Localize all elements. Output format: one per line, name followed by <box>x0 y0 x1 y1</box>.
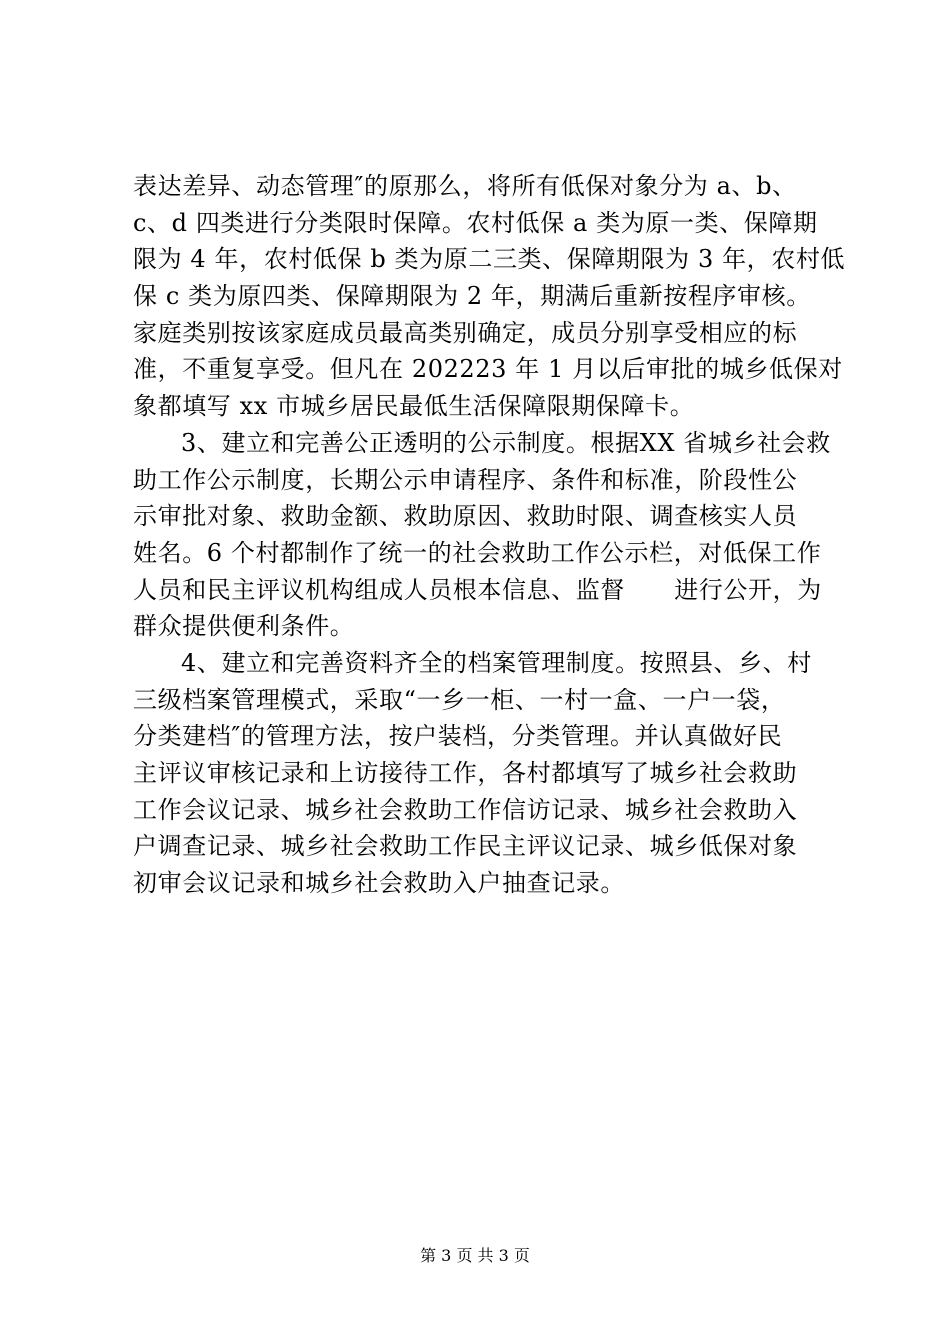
text-line: 工作会议记录、城乡社会救助工作信访记录、城乡社会救助入 <box>133 795 798 824</box>
text-line: 家庭类别按该家庭成员最高类别确定，成员分别享受相应的标 <box>133 318 798 347</box>
paragraph-4-start: 4、建立和完善资料齐全的档案管理制度。按照县、乡、村 <box>181 648 812 677</box>
text-line: 户调查记录、城乡社会救助工作民主评议记录、城乡低保对象 <box>133 832 798 861</box>
text-line: 群众提供便利条件。 <box>133 612 355 641</box>
text-line: 示审批对象、救助金额、救助原因、救助时限、调查核实人员 <box>133 502 798 531</box>
text-line: 助工作公示制度，长期公示申请程序、条件和标准，阶段性公 <box>133 465 798 494</box>
text-line: c、d 四类进行分类限时保障。农村低保 a 类为原一类、保障期 <box>133 208 818 237</box>
text-line: 分类建档″的管理方法，按户装档，分类管理。并认真做好民 <box>133 722 783 751</box>
text-line: 准，不重复享受。但凡在 202223 年 1 月以后审批的城乡低保对 <box>133 355 843 384</box>
text-line: 限为 4 年，农村低保 b 类为原二三类、保障期限为 3 年，农村低 <box>133 245 846 274</box>
page-number-footer: 第 3 页 共 3 页 <box>420 1246 530 1265</box>
body-text <box>133 168 846 902</box>
text-line: 主评议审核记录和上访接待工作，各村都填写了城乡社会救助 <box>133 759 798 787</box>
text-line: 姓名。6 个村都制作了统一的社会救助工作公示栏，对低保工作 <box>133 538 822 567</box>
text-line: 人员和民主评议机构组成人员根本信息、监督 进行公开，为 <box>133 575 822 604</box>
paragraph-3-start: 3、建立和完善公正透明的公示制度。根据XX 省城乡社会救 <box>181 428 831 457</box>
text-line: 表达差异、动态管理″的原那么，将所有低保对象分为 a、b、 <box>133 172 797 200</box>
text-line: 象都填写 xx 市城乡居民最低生活保障限期保障卡。 <box>133 392 695 421</box>
text-line: 初审会议记录和城乡社会救助入户抽查记录。 <box>133 869 625 898</box>
text-line: 保 c 类为原四类、保障期限为 2 年，期满后重新按程序审核。 <box>133 282 811 311</box>
text-line: 三级档案管理模式，采取“一乡一柜、一村一盒、一户一袋， <box>133 685 786 714</box>
